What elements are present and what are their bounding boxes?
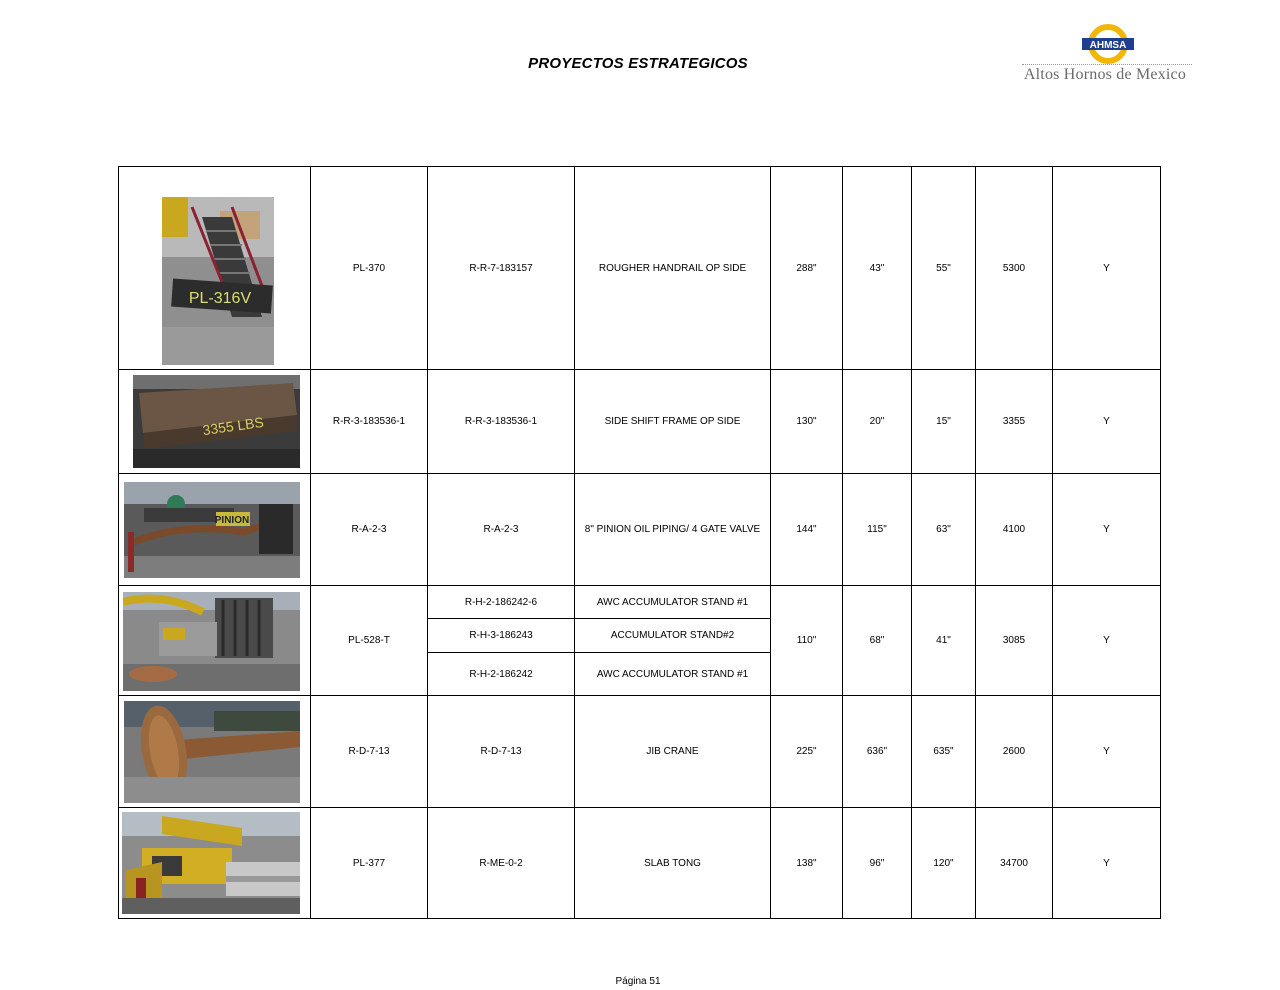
description-cell: SLAB TONG	[575, 808, 771, 919]
part-number-cell: R-R-3-183536-1	[428, 370, 575, 474]
part-number-cell: R-A-2-3	[428, 474, 575, 586]
length-cell: 138"	[771, 808, 843, 919]
flag-cell: Y	[1053, 586, 1161, 696]
flag-cell: Y	[1053, 474, 1161, 586]
part-number-cell: R-R-7-183157	[428, 167, 575, 370]
weight-cell: 3085	[976, 586, 1053, 696]
length-cell: 130"	[771, 370, 843, 474]
table-row	[119, 586, 1161, 619]
page-title: PROYECTOS ESTRATEGICOS	[528, 55, 748, 72]
width-cell: 43"	[843, 167, 912, 370]
part-number-cell: R-ME-0-2	[428, 808, 575, 919]
description-cell: ACCUMULATOR STAND#2	[575, 619, 771, 653]
part-number-cell: R-D-7-13	[428, 696, 575, 808]
photo-stencil-label: PL-316V	[188, 290, 252, 307]
item-id-cell: R-A-2-3	[311, 474, 428, 586]
item-id-cell: R-D-7-13	[311, 696, 428, 808]
width-cell: 636"	[843, 696, 912, 808]
item-id-cell: PL-377	[311, 808, 428, 919]
photo-cell	[119, 370, 311, 474]
item-id-cell: R-R-3-183536-1	[311, 370, 428, 474]
flag-cell: Y	[1053, 167, 1161, 370]
flag-cell: Y	[1053, 808, 1161, 919]
photo-cell	[119, 696, 311, 808]
description-cell: 8" PINION OIL PIPING/ 4 GATE VALVE	[575, 474, 771, 586]
page-number: Página 51	[615, 976, 661, 987]
width-cell: 115"	[843, 474, 912, 586]
photo-cell	[119, 808, 311, 919]
height-cell: 120"	[912, 808, 976, 919]
item-id-cell: PL-528-T	[311, 586, 428, 696]
part-number-cell: R-H-2-186242-6	[428, 586, 575, 619]
table-row	[119, 167, 1161, 370]
length-cell: 225"	[771, 696, 843, 808]
equipment-photo	[124, 701, 300, 803]
length-cell: 144"	[771, 474, 843, 586]
description-cell: AWC ACCUMULATOR STAND #1	[575, 586, 771, 619]
length-cell: 110"	[771, 586, 843, 696]
table-row	[119, 474, 1161, 586]
table-row	[119, 696, 1161, 808]
part-number-cell: R-H-3-186243	[428, 619, 575, 653]
height-cell: 635"	[912, 696, 976, 808]
height-cell: 15"	[912, 370, 976, 474]
flag-cell: Y	[1053, 370, 1161, 474]
weight-cell: 4100	[976, 474, 1053, 586]
equipment-photo	[162, 197, 274, 365]
photo-stencil-label: PINION	[214, 515, 250, 526]
description-cell: AWC ACCUMULATOR STAND #1	[575, 653, 771, 696]
photo-cell	[119, 474, 311, 586]
logo-company-name: Altos Hornos de Mexico	[1023, 66, 1187, 83]
flag-cell: Y	[1053, 696, 1161, 808]
equipment-photo	[133, 375, 300, 468]
company-logo	[1020, 24, 1195, 90]
width-cell: 68"	[843, 586, 912, 696]
width-cell: 20"	[843, 370, 912, 474]
photo-cell	[119, 167, 311, 370]
item-id-cell: PL-370	[311, 167, 428, 370]
logo-badge-text: AHMSA	[1089, 40, 1127, 51]
description-cell: JIB CRANE	[575, 696, 771, 808]
weight-cell: 3355	[976, 370, 1053, 474]
table-row	[119, 808, 1161, 919]
weight-cell: 2600	[976, 696, 1053, 808]
logo-divider	[1022, 64, 1192, 65]
height-cell: 63"	[912, 474, 976, 586]
ahmsa-badge-icon	[1020, 24, 1195, 66]
height-cell: 41"	[912, 586, 976, 696]
equipment-photo	[122, 812, 300, 914]
equipment-photo	[124, 482, 300, 578]
equipment-photo	[123, 592, 300, 691]
weight-cell: 5300	[976, 167, 1053, 370]
weight-cell: 34700	[976, 808, 1053, 919]
description-cell: ROUGHER HANDRAIL OP SIDE	[575, 167, 771, 370]
photo-cell	[119, 586, 311, 696]
photo-stencil-label: 3355 LBS	[201, 413, 265, 439]
length-cell: 288"	[771, 167, 843, 370]
width-cell: 96"	[843, 808, 912, 919]
description-cell: SIDE SHIFT FRAME OP SIDE	[575, 370, 771, 474]
equipment-table	[118, 166, 1161, 919]
part-number-cell: R-H-2-186242	[428, 653, 575, 696]
height-cell: 55"	[912, 167, 976, 370]
table-row	[119, 370, 1161, 474]
